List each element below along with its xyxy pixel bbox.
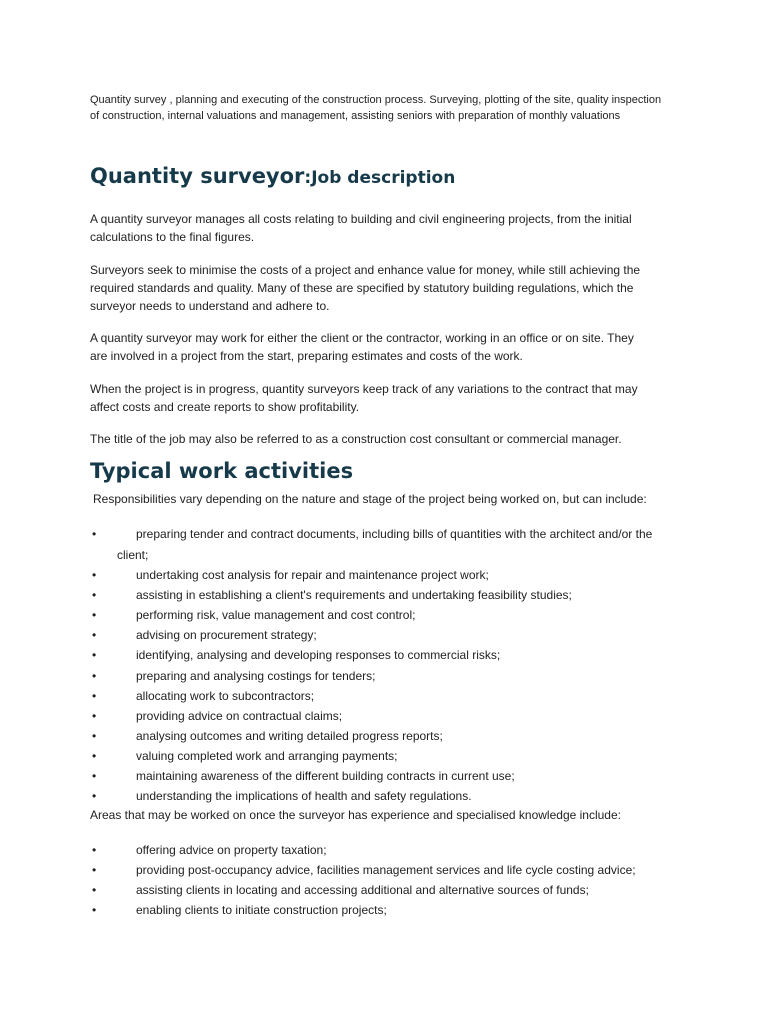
- list-item-text: maintaining awareness of the different building contracts in current use;: [136, 769, 515, 783]
- paragraph-line: affect costs and create reports to show profitability.: [90, 400, 360, 414]
- list-item: [90, 524, 690, 544]
- paragraph-line: When the project is in progress, quantity surveyors keep track of any variations to the contract that may: [90, 382, 638, 396]
- bullet-icon: •: [92, 608, 97, 623]
- description-paragraph: [90, 430, 680, 448]
- paragraph-line: surveyor needs to understand and adhere to.: [90, 299, 330, 313]
- list-item: [90, 880, 690, 900]
- bullet-icon: •: [92, 527, 97, 541]
- paragraph-line: are involved in a project from the start, preparing estimates and costs of the work.: [90, 349, 523, 363]
- bullet-icon: •: [92, 588, 97, 603]
- intro-paragraph: [90, 92, 690, 124]
- list-item-text: valuing completed work and arranging payments;: [136, 748, 398, 763]
- section-heading-activities: Typical work activities: [90, 459, 354, 483]
- list-item-text: assisting clients in locating and accessing additional and alternative sources of funds;: [136, 883, 589, 898]
- list-item-text: performing risk, value management and cost control;: [136, 608, 416, 623]
- list-item-text: allocating work to subcontractors;: [136, 688, 315, 703]
- bullet-icon: •: [92, 568, 97, 582]
- list-item: [90, 786, 690, 806]
- list-item-text: undertaking cost analysis for repair and maintenance project work;: [136, 568, 489, 582]
- bullet-icon: •: [92, 883, 97, 898]
- list-item-text: offering advice on property taxation;: [136, 843, 327, 857]
- paragraph-line: The title of the job may also be referred to as a construction cost consultant or commercial manager.: [90, 432, 622, 446]
- list-item-text: providing post-occupancy advice, facilities management services and life cycle costing advice;: [136, 863, 636, 878]
- list-item: [90, 840, 690, 860]
- description-paragraph: [90, 380, 680, 416]
- list-item-text: advising on procurement strategy;: [136, 628, 317, 643]
- list-item: [90, 605, 690, 625]
- list-item-text: preparing and analysing costings for tenders;: [136, 668, 376, 683]
- activities-intro: Responsibilities vary depending on the nature and stage of the project being worked on, but can include:: [93, 492, 647, 506]
- page-title-suffix: :Job description: [304, 168, 456, 188]
- list-item-continuation: client;: [117, 548, 149, 562]
- paragraph-line: Surveyors seek to minimise the costs of a project and enhance value for money, while still achieving the: [90, 263, 641, 277]
- bullet-icon: •: [92, 668, 97, 683]
- bullet-icon: •: [92, 748, 97, 763]
- bullet-icon: •: [92, 769, 97, 783]
- list-item: [90, 585, 690, 605]
- bullet-icon: •: [92, 728, 97, 743]
- bullet-icon: •: [92, 628, 97, 643]
- list-item: [90, 706, 690, 726]
- list-item: [90, 565, 690, 585]
- list-item: [90, 860, 690, 880]
- list-item: [90, 766, 690, 786]
- intro-line: of construction, internal valuations and management, assisting seniors with preparation of monthly valuations: [90, 110, 621, 122]
- list-item-text: enabling clients to initiate construction projects;: [136, 903, 387, 918]
- bullet-icon: •: [92, 648, 97, 663]
- list-item-text: identifying, analysing and developing responses to commercial risks;: [136, 648, 501, 663]
- description-paragraph: [90, 329, 680, 365]
- list-item: [90, 726, 690, 746]
- intro-line: Quantity survey , planning and executing of the construction process. Surveying, plotting of the site, quality inspection: [90, 94, 662, 106]
- description-paragraph: [90, 210, 680, 246]
- paragraph-line: A quantity surveyor manages all costs relating to building and civil engineering projects, from the initial: [90, 212, 632, 226]
- list-item: [90, 900, 690, 920]
- paragraph-line: calculations to the final figures.: [90, 230, 255, 244]
- list-item-text: analysing outcomes and writing detailed progress reports;: [136, 728, 443, 743]
- description-paragraph: [90, 261, 680, 315]
- list-item: [90, 746, 690, 766]
- list-item-text: providing advice on contractual claims;: [136, 708, 343, 723]
- bullet-icon: •: [92, 843, 97, 857]
- bullet-icon: •: [92, 708, 97, 723]
- list-item-text: preparing tender and contract documents, including bills of quantities with the architect and/or the: [136, 527, 653, 541]
- bullet-icon: •: [92, 863, 97, 878]
- page-title-main: Quantity surveyor: [90, 164, 305, 188]
- paragraph-line: required standards and quality. Many of these are specified by statutory building regulations, which the: [90, 281, 634, 295]
- list-item-text: understanding the implications of health and safety regulations.: [136, 789, 472, 804]
- list-item: [90, 645, 690, 665]
- page-title: [90, 164, 455, 188]
- list-item: [90, 666, 690, 686]
- list-item: [90, 686, 690, 706]
- list-item-text: assisting in establishing a client's requirements and undertaking feasibility studies;: [136, 588, 572, 603]
- experience-intro: Areas that may be worked on once the surveyor has experience and specialised knowledge include:: [90, 808, 621, 822]
- bullet-icon: •: [92, 789, 97, 804]
- bullet-icon: •: [92, 903, 97, 918]
- paragraph-line: A quantity surveyor may work for either the client or the contractor, working in an office or on site. They: [90, 331, 634, 345]
- list-item: [90, 625, 690, 645]
- bullet-icon: •: [92, 688, 97, 703]
